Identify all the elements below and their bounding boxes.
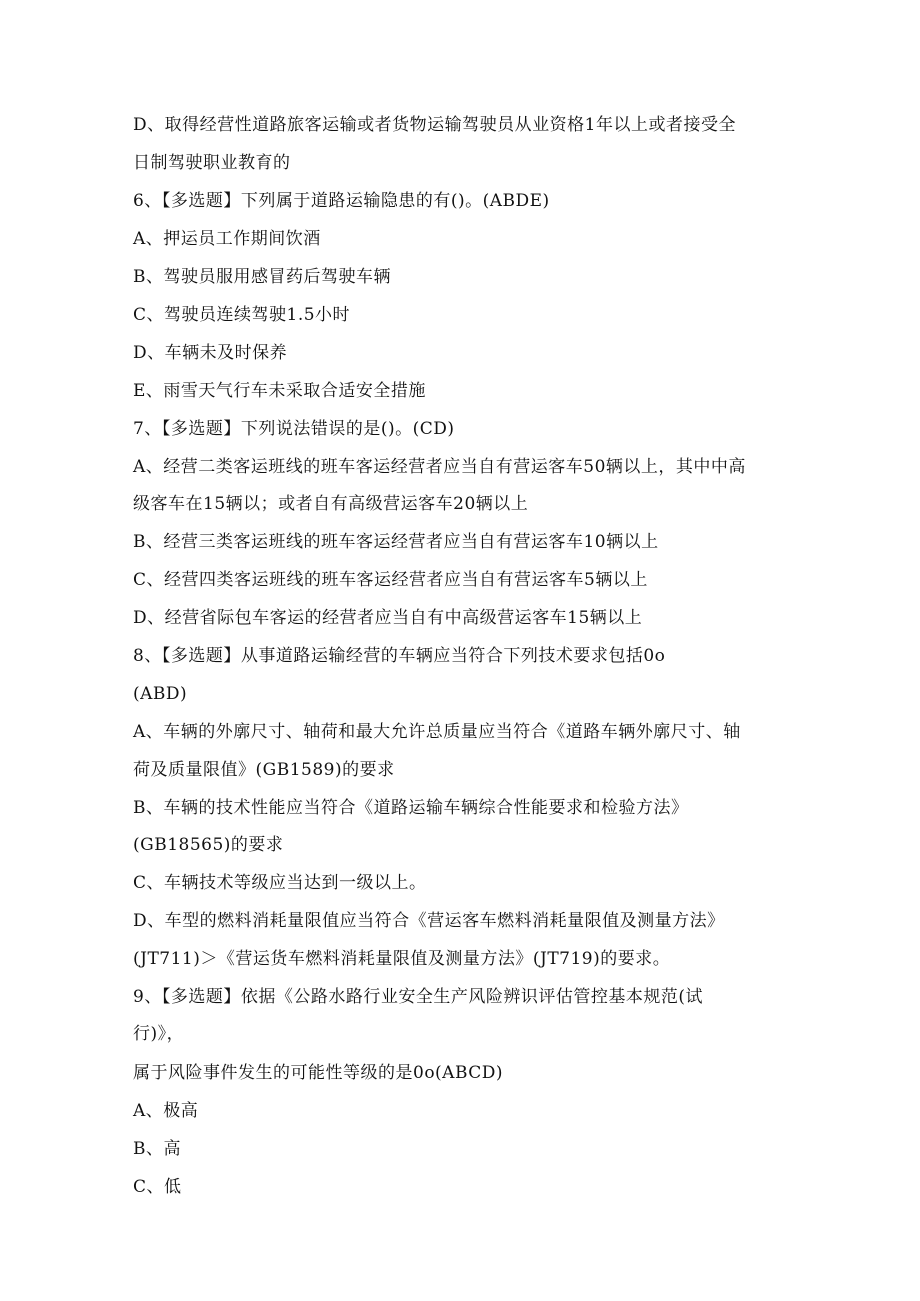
q9-option-a: A、极高 — [133, 1101, 199, 1121]
q6-option-a: A、押运员工作期间饮酒 — [133, 229, 321, 249]
q8-option-a-line2: 荷及质量限值》(GB1589)的要求 — [133, 760, 395, 780]
q8-option-b-line1: B、车辆的技术性能应当符合《道路运输车辆综合性能要求和检验方法》 — [133, 798, 689, 818]
q6-option-d: D、车辆未及时保养 — [133, 343, 288, 363]
option-d-q5-line1: D、取得经营性道路旅客运输或者货物运输驾驶员从业资格1年以上或者接受全 — [133, 115, 736, 135]
q8-option-c: C、车辆技术等级应当达到一级以上。 — [133, 873, 427, 893]
q6-option-e: E、雨雪天气行车未采取合适安全措施 — [133, 381, 426, 401]
q9-option-b: B、高 — [133, 1139, 181, 1159]
q8-option-b-line2: (GB18565)的要求 — [133, 835, 284, 855]
question-8-line2: (ABD) — [133, 684, 188, 704]
question-9-line3: 属于风险事件发生的可能性等级的是0o(ABCD) — [133, 1063, 504, 1083]
q7-option-d: D、经营省际包车客运的经营者应当自有中高级营运客车15辆以上 — [133, 608, 643, 628]
question-9-line2: 行)》， — [133, 1024, 185, 1044]
q7-option-a-line1: A、经营二类客运班线的班车客运经营者应当自有营运客车50辆以上，其中中高 — [133, 457, 746, 477]
q6-option-c: C、驾驶员连续驾驶1.5小时 — [133, 305, 351, 325]
q8-option-d-line2: (JT711)＞《营运货车燃料消耗量限值及测量方法》(JT719)的要求。 — [133, 949, 671, 969]
q8-option-a-line1: A、车辆的外廓尺寸、轴荷和最大允许总质量应当符合《道路车辆外廓尺寸、轴 — [133, 722, 741, 742]
q8-option-d-line1: D、车型的燃料消耗量限值应当符合《营运客车燃料消耗量限值及测量方法》 — [133, 911, 725, 931]
question-8-line1: 8、【多选题】从事道路运输经营的车辆应当符合下列技术要求包括0o — [133, 646, 666, 666]
q9-option-c: C、低 — [133, 1177, 182, 1197]
q7-option-b: B、经营三类客运班线的班车客运经营者应当自有营运客车10辆以上 — [133, 532, 659, 552]
q6-option-b: B、驾驶员服用感冒药后驾驶车辆 — [133, 267, 391, 287]
question-7: 7、【多选题】下列说法错误的是()。(CD) — [133, 419, 455, 439]
q7-option-a-line2: 级客车在15辆以；或者自有高级营运客车20辆以上 — [133, 494, 529, 514]
q7-option-c: C、经营四类客运班线的班车客运经营者应当自有营运客车5辆以上 — [133, 570, 648, 590]
option-d-q5-line2: 日制驾驶职业教育的 — [133, 153, 291, 173]
question-9-line1: 9、【多选题】依据《公路水路行业安全生产风险辨识评估管控基本规范(试 — [133, 987, 703, 1007]
question-6: 6、【多选题】下列属于道路运输隐患的有()。(ABDE) — [133, 191, 550, 211]
